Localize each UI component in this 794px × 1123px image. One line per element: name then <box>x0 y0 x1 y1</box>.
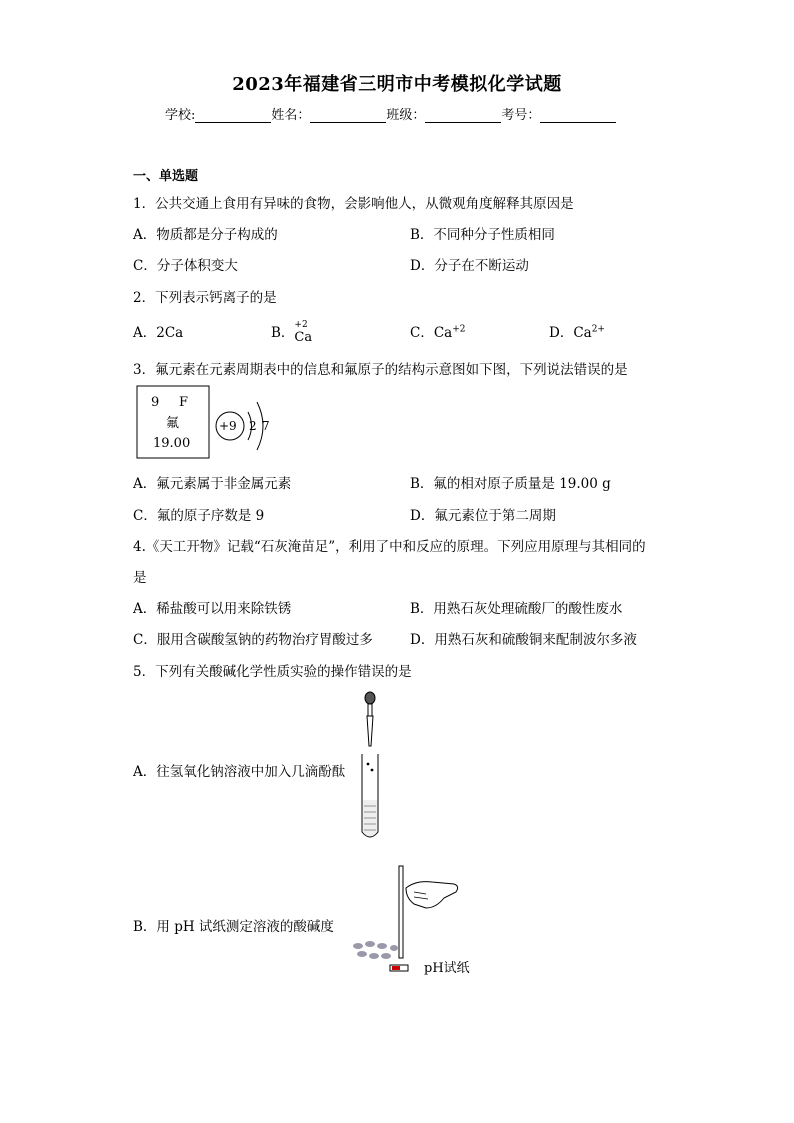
paper-drop-icon <box>353 943 363 949</box>
student-info-line <box>165 104 616 123</box>
hand-icon <box>406 882 458 908</box>
dropper-test-tube-figure <box>352 690 392 842</box>
valence-charge: +2 <box>294 319 308 330</box>
inner-shell-electrons: 2 <box>249 419 257 433</box>
glass-rod-icon <box>399 866 403 958</box>
question-1-stem: 1．公共交通上食用有异味的食物，会影响他人，从微观角度解释其原因是 <box>133 196 574 212</box>
question-3-option-c[interactable]: C．氟的原子序数是 9 <box>133 508 265 524</box>
class-blank[interactable] <box>425 108 501 123</box>
option-d-superscript: 2+ <box>591 324 605 335</box>
question-5-option-b[interactable]: B．用 pH 试纸测定溶液的酸碱度 <box>133 919 334 935</box>
dropper-neck-icon <box>368 704 372 716</box>
ph-paper-color-icon <box>392 966 400 970</box>
class-label: 班级： <box>386 108 426 123</box>
outer-shell-electrons: 7 <box>262 419 270 433</box>
paper-drop-icon <box>369 953 379 959</box>
option-c-text: C．Ca <box>410 325 453 341</box>
element-name: 氟 <box>166 416 180 431</box>
paper-drop-icon <box>381 953 391 959</box>
question-3-option-a[interactable]: A．氟元素属于非金属元素 <box>133 476 292 492</box>
option-b-prefix: B． <box>271 325 295 341</box>
question-5-stem: 5．下列有关酸碱化学性质实验的操作错误的是 <box>133 664 412 680</box>
name-blank[interactable] <box>310 108 386 123</box>
question-1-option-c[interactable]: C．分子体积变大 <box>133 258 238 274</box>
question-3-stem: 3．氟元素在元素周期表中的信息和氟原子的结构示意图如下图，下列说法错误的是 <box>133 362 628 378</box>
paper-drop-icon <box>390 945 398 951</box>
paper-drop-icon <box>357 951 367 957</box>
question-2-stem: 2．下列表示钙离子的是 <box>133 290 277 306</box>
element-symbol: Ca <box>294 329 313 345</box>
dropper-bulb-icon <box>365 692 375 704</box>
paper-drop-icon <box>377 943 387 949</box>
question-5-option-a[interactable]: A．往氢氧化钠溶液中加入几滴酚酞 <box>133 764 346 780</box>
question-4-option-d[interactable]: D．用熟石灰和硫酸铜来配制波尔多液 <box>410 632 637 648</box>
element-symbol-f: F <box>179 395 189 410</box>
question-3-option-d[interactable]: D．氟元素位于第二周期 <box>410 508 556 524</box>
question-2-option-c[interactable] <box>410 321 466 341</box>
school-blank[interactable] <box>195 108 271 123</box>
ph-paper-figure <box>348 864 476 976</box>
nucleus-charge: +9 <box>219 419 237 433</box>
drop-icon <box>371 769 374 772</box>
name-label: 姓名： <box>271 108 311 123</box>
option-d-text: D．Ca <box>549 325 592 341</box>
exam-no-label: 考号： <box>501 108 541 123</box>
question-2-option-a[interactable]: A．2Ca <box>133 325 184 341</box>
drop-icon <box>367 763 370 766</box>
school-label: 学校: <box>165 108 196 123</box>
question-3-option-b[interactable]: B．氟的相对原子质量是 19.00 g <box>410 476 611 492</box>
question-4-option-a[interactable]: A．稀盐酸可以用来除铁锈 <box>133 601 292 617</box>
atomic-mass: 19.00 <box>153 436 191 451</box>
question-2-option-b[interactable] <box>271 319 313 345</box>
question-2-option-d[interactable] <box>549 321 605 341</box>
question-1-option-b[interactable]: B．不同种分子性质相同 <box>410 227 555 243</box>
fluorine-figure <box>133 384 283 464</box>
question-1-option-a[interactable]: A．物质都是分子构成的 <box>133 227 278 243</box>
ph-paper-label: pH试纸 <box>424 961 470 976</box>
dropper-tube-icon <box>367 716 373 746</box>
question-1-option-d[interactable]: D．分子在不断运动 <box>410 258 529 274</box>
section-heading: 一、单选题 <box>133 169 199 184</box>
option-c-superscript: +2 <box>452 324 466 335</box>
question-4-stem-continued: 是 <box>133 570 147 586</box>
calcium-valence-notation <box>294 319 313 345</box>
question-4-option-b[interactable]: B．用熟石灰处理硫酸厂的酸性废水 <box>410 601 623 617</box>
atomic-number: 9 <box>151 395 160 410</box>
page-title: 2023年福建省三明市中考模拟化学试题 <box>232 74 562 95</box>
question-4-stem: 4.《天工开物》记载“石灰淹苗足”，利用了中和反应的原理。下列应用原理与其相同的 <box>133 539 646 555</box>
question-4-option-c[interactable]: C．服用含碳酸氢钠的药物治疗胃酸过多 <box>133 632 373 648</box>
paper-drop-icon <box>365 941 375 947</box>
exam-no-blank[interactable] <box>540 108 616 123</box>
